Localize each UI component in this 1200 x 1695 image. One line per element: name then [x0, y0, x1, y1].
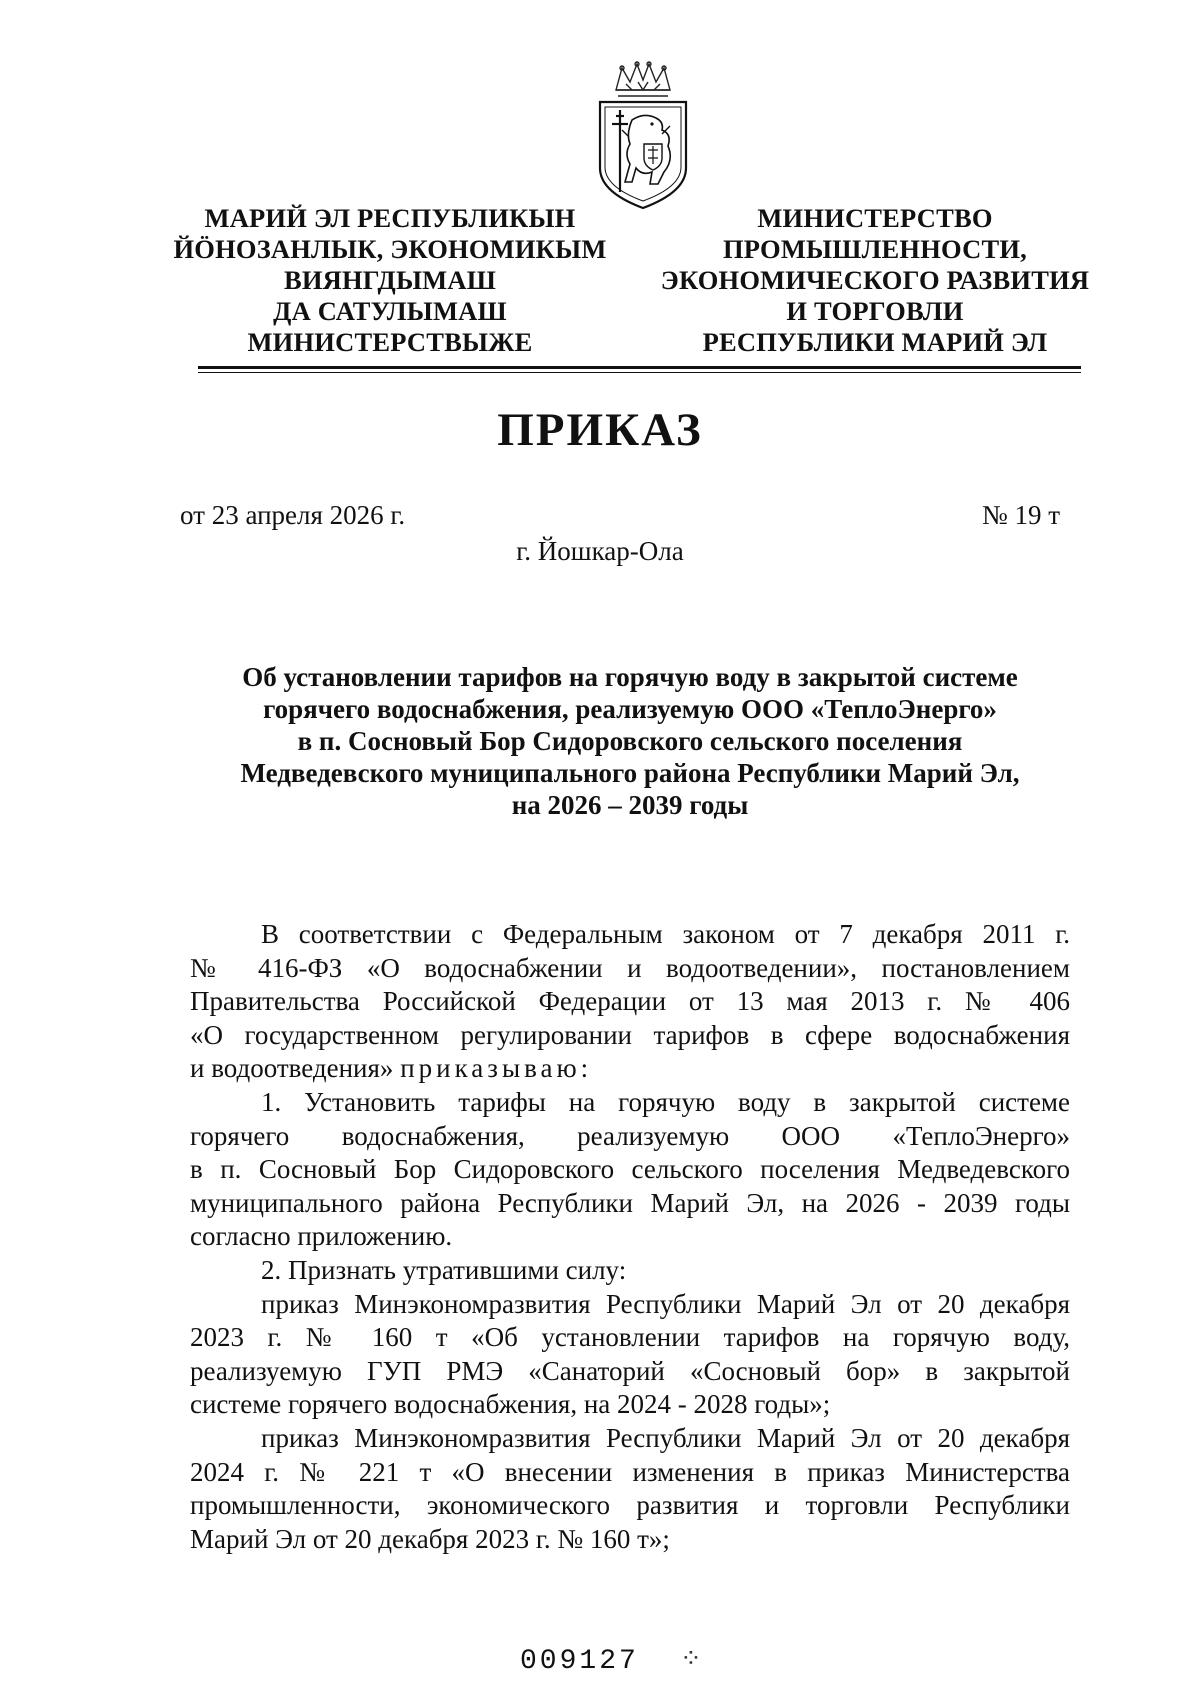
body-line: согласно приложению. — [190, 1221, 453, 1252]
header-divider-thin — [198, 372, 1081, 373]
body-line: 1. Установить тарифы на горячую воду в закрытой системе — [261, 1086, 1070, 1117]
header-right-line: И ТОРГОВЛИ — [786, 296, 964, 326]
header-right-line: РЕСПУБЛИКИ МАРИЙ ЭЛ — [702, 327, 1048, 357]
body-line: реализуемую ГУП РМЭ «Санаторий «Сосновый бор» в закрытой — [190, 1355, 1070, 1386]
body-line: горячего водоснабжения, реализуемую ООО «ТеплоЭнерго» — [190, 1120, 1070, 1151]
coat-of-arms-emblem — [592, 60, 694, 210]
body-line-with-directive — [190, 1052, 1070, 1086]
body-text: и водоотведения» — [190, 1053, 394, 1084]
document-date: от 23 апреля 2026 г. — [180, 500, 406, 530]
header-right-block — [645, 203, 1105, 358]
body-line: № 416-ФЗ «О водоснабжении и водоотведении», постановлением — [190, 952, 1070, 983]
body-line: приказ Минэкономразвития Республики Марий Эл от 20 декабря — [261, 1422, 1070, 1453]
body-line: системе горячего водоснабжения, на 2024 - 2028 годы»; — [190, 1389, 831, 1420]
body-line: 2024 г. № 221 т «О внесении изменения в приказ Министерства — [190, 1456, 1070, 1487]
title-line: в п. Сосновый Бор Сидоровского сельского поселения — [297, 726, 963, 756]
title-line: на 2026 – 2039 годы — [511, 790, 749, 820]
body-line: В соответствии с Федеральным законом от 7 декабря 2011 г. — [261, 919, 1070, 949]
title-line: Медведевского муниципального района Республики Марий Эл, — [240, 758, 1020, 788]
document-city: г. Йошкар-Ола — [516, 536, 684, 566]
title-line: Об установлении тарифов на горячую воду в закрытой системе — [242, 662, 1018, 692]
header-right-line: ПРОМЫШЛЕННОСТИ, — [722, 234, 1028, 264]
document-number: № 19 т — [981, 500, 1060, 530]
header-divider-thick — [198, 366, 1081, 369]
body-line: в п. Сосновый Бор Сидоровского сельского поселения Медведевского — [190, 1154, 1070, 1185]
header-left-block — [160, 203, 620, 358]
body-line: промышленности, экономического развития и торговли Республики — [190, 1490, 1070, 1521]
body-line: приказ Минэкономразвития Республики Марий Эл от 20 декабря — [261, 1288, 1070, 1319]
body-line: муниципального района Республики Марий Эл, на 2026 - 2039 годы — [190, 1187, 1070, 1218]
body-line: «О государственном регулировании тарифов в сфере водоснабжения — [190, 1019, 1070, 1050]
title-line: горячего водоснабжения, реализуемую ООО «ТеплоЭнерго» — [263, 694, 997, 724]
header-left-line: МАРИЙ ЭЛ РЕСПУБЛИКЫН — [204, 203, 576, 233]
form-serial-number: 009127 — [520, 1646, 639, 1677]
header-left-line: ДА САТУЛЫМАШ — [273, 296, 507, 326]
header-left-line: МИНИСТЕРСТВЫЖЕ — [247, 327, 533, 357]
document-type-heading: ПРИКАЗ — [497, 404, 703, 456]
header-left-line: ЙӦНОЗАНЛЫК, ЭКОНОМИКЫМ — [173, 234, 607, 264]
body-line: Правительства Российской Федерации от 13 мая 2013 г. № 406 — [190, 986, 1070, 1017]
form-mark-icon: ⁘ — [680, 1644, 702, 1673]
body-line: 2023 г. № 160 т «Об установлении тарифов на горячую воду, — [190, 1322, 1070, 1353]
body-line: 2. Признать утратившими силу: — [261, 1254, 627, 1285]
body-line: Марий Эл от 20 декабря 2023 г. № 160 т»; — [190, 1523, 670, 1554]
header-right-line: ЭКОНОМИЧЕСКОГО РАЗВИТИЯ — [660, 265, 1090, 295]
directive-word: приказываю: — [400, 1053, 593, 1084]
document-body — [190, 918, 1070, 1556]
header-left-line: ВИЯНГДЫМАШ — [283, 265, 497, 295]
header-right-line: МИНИСТЕРСТВО — [757, 203, 993, 233]
document-title — [180, 661, 1080, 821]
